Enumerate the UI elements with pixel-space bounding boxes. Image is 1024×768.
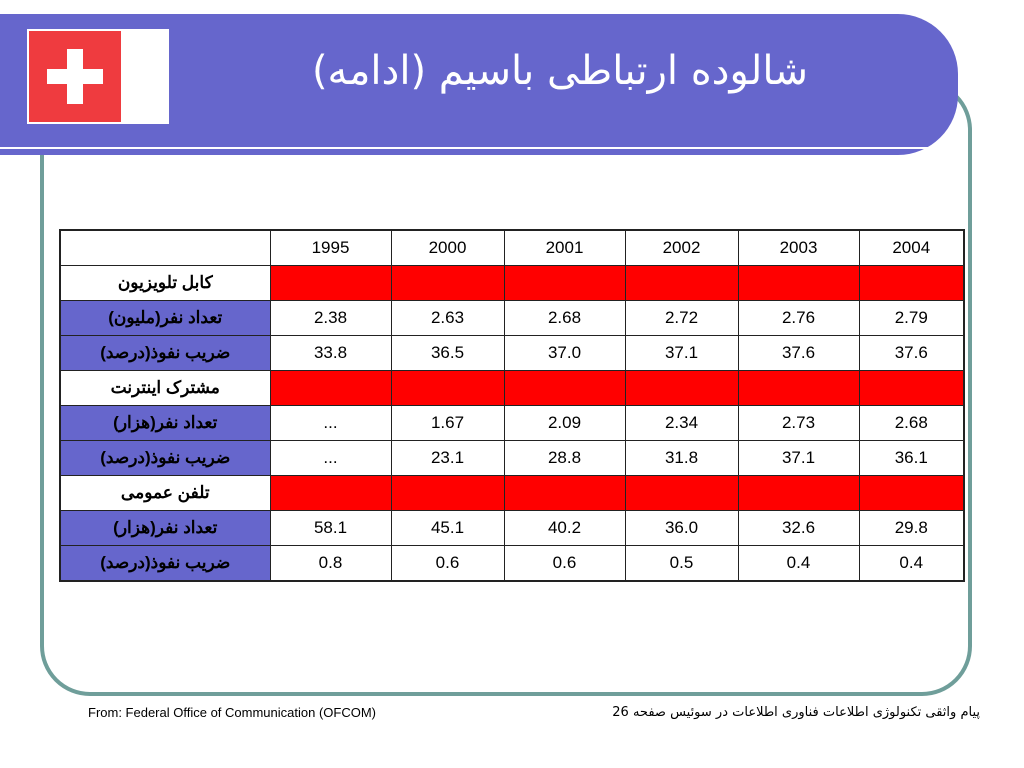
slide-footer: پیام واثقی تکنولوژی اطلاعات فناوری اطلاعات در سوئیس صفحه 26 <box>612 705 980 720</box>
section-row <box>60 371 964 406</box>
table-cell: 36.5 <box>391 336 504 371</box>
year-header: 1995 <box>270 230 391 266</box>
table-cell: 37.6 <box>859 336 964 371</box>
table-row <box>60 406 964 441</box>
row-label: تعداد نفر(ملیون) <box>60 301 270 336</box>
table-cell: 0.5 <box>625 546 738 582</box>
header-row <box>60 230 964 266</box>
title-underline <box>0 147 935 149</box>
section-label: تلفن عمومی <box>60 476 270 511</box>
flag-cross-horizontal <box>47 69 103 84</box>
table-cell: 37.1 <box>625 336 738 371</box>
table-cell: 29.8 <box>859 511 964 546</box>
slide-title: شالوده ارتباطی باسیم (ادامه) <box>311 48 809 94</box>
table-cell: 2.38 <box>270 301 391 336</box>
swiss-flag-icon <box>29 31 121 122</box>
table-cell: 0.4 <box>859 546 964 582</box>
table-row <box>60 511 964 546</box>
section-fill-cell <box>504 266 625 301</box>
section-fill-cell <box>391 371 504 406</box>
table-cell: 32.6 <box>738 511 859 546</box>
section-fill-cell <box>391 266 504 301</box>
table-cell: 2.72 <box>625 301 738 336</box>
year-header: 2003 <box>738 230 859 266</box>
table-row <box>60 546 964 582</box>
source-citation: From: Federal Office of Communication (OFCOM) <box>88 705 376 720</box>
table-cell: 36.1 <box>859 441 964 476</box>
table-cell: 40.2 <box>504 511 625 546</box>
section-fill-cell <box>504 476 625 511</box>
section-label: مشترک اینترنت <box>60 371 270 406</box>
section-fill-cell <box>738 266 859 301</box>
section-fill-cell <box>738 476 859 511</box>
table-cell: 37.6 <box>738 336 859 371</box>
table-cell: 37.1 <box>738 441 859 476</box>
year-header: 2002 <box>625 230 738 266</box>
table-cell: 2.76 <box>738 301 859 336</box>
section-fill-cell <box>504 371 625 406</box>
year-header: 2001 <box>504 230 625 266</box>
table-cell: 1.67 <box>391 406 504 441</box>
section-fill-cell <box>391 476 504 511</box>
table-cell: 28.8 <box>504 441 625 476</box>
row-label: تعداد نفر(هزار) <box>60 406 270 441</box>
table-cell: 0.6 <box>504 546 625 582</box>
table-cell: 0.4 <box>738 546 859 582</box>
table-cell: 36.0 <box>625 511 738 546</box>
table-cell: 0.6 <box>391 546 504 582</box>
section-fill-cell <box>625 371 738 406</box>
row-label: ضریب نفوذ(درصد) <box>60 336 270 371</box>
table-body <box>60 230 964 581</box>
table-cell: 0.8 <box>270 546 391 582</box>
table-cell: ... <box>270 441 391 476</box>
table-cell: 33.8 <box>270 336 391 371</box>
section-fill-cell <box>625 476 738 511</box>
section-fill-cell <box>625 266 738 301</box>
table-cell: 2.68 <box>504 301 625 336</box>
section-fill-cell <box>859 476 964 511</box>
section-label: کابل تلویزیون <box>60 266 270 301</box>
section-row <box>60 476 964 511</box>
row-label: ضریب نفوذ(درصد) <box>60 441 270 476</box>
flag-container <box>27 29 169 124</box>
table-cell: ... <box>270 406 391 441</box>
statistics-table <box>59 229 965 582</box>
corner-cell <box>60 230 270 266</box>
table-row <box>60 441 964 476</box>
table-cell: 2.09 <box>504 406 625 441</box>
table-row <box>60 301 964 336</box>
table-cell: 2.68 <box>859 406 964 441</box>
section-fill-cell <box>270 371 391 406</box>
row-label: تعداد نفر(هزار) <box>60 511 270 546</box>
table-cell: 2.79 <box>859 301 964 336</box>
section-fill-cell <box>738 371 859 406</box>
section-fill-cell <box>859 266 964 301</box>
section-fill-cell <box>859 371 964 406</box>
table-cell: 45.1 <box>391 511 504 546</box>
table-row <box>60 336 964 371</box>
table-cell: 23.1 <box>391 441 504 476</box>
row-label: ضریب نفوذ(درصد) <box>60 546 270 582</box>
table-cell: 37.0 <box>504 336 625 371</box>
section-row <box>60 266 964 301</box>
table-cell: 58.1 <box>270 511 391 546</box>
table-cell: 2.34 <box>625 406 738 441</box>
table-cell: 2.63 <box>391 301 504 336</box>
table-cell: 31.8 <box>625 441 738 476</box>
year-header: 2000 <box>391 230 504 266</box>
section-fill-cell <box>270 266 391 301</box>
year-header: 2004 <box>859 230 964 266</box>
section-fill-cell <box>270 476 391 511</box>
table-cell: 2.73 <box>738 406 859 441</box>
